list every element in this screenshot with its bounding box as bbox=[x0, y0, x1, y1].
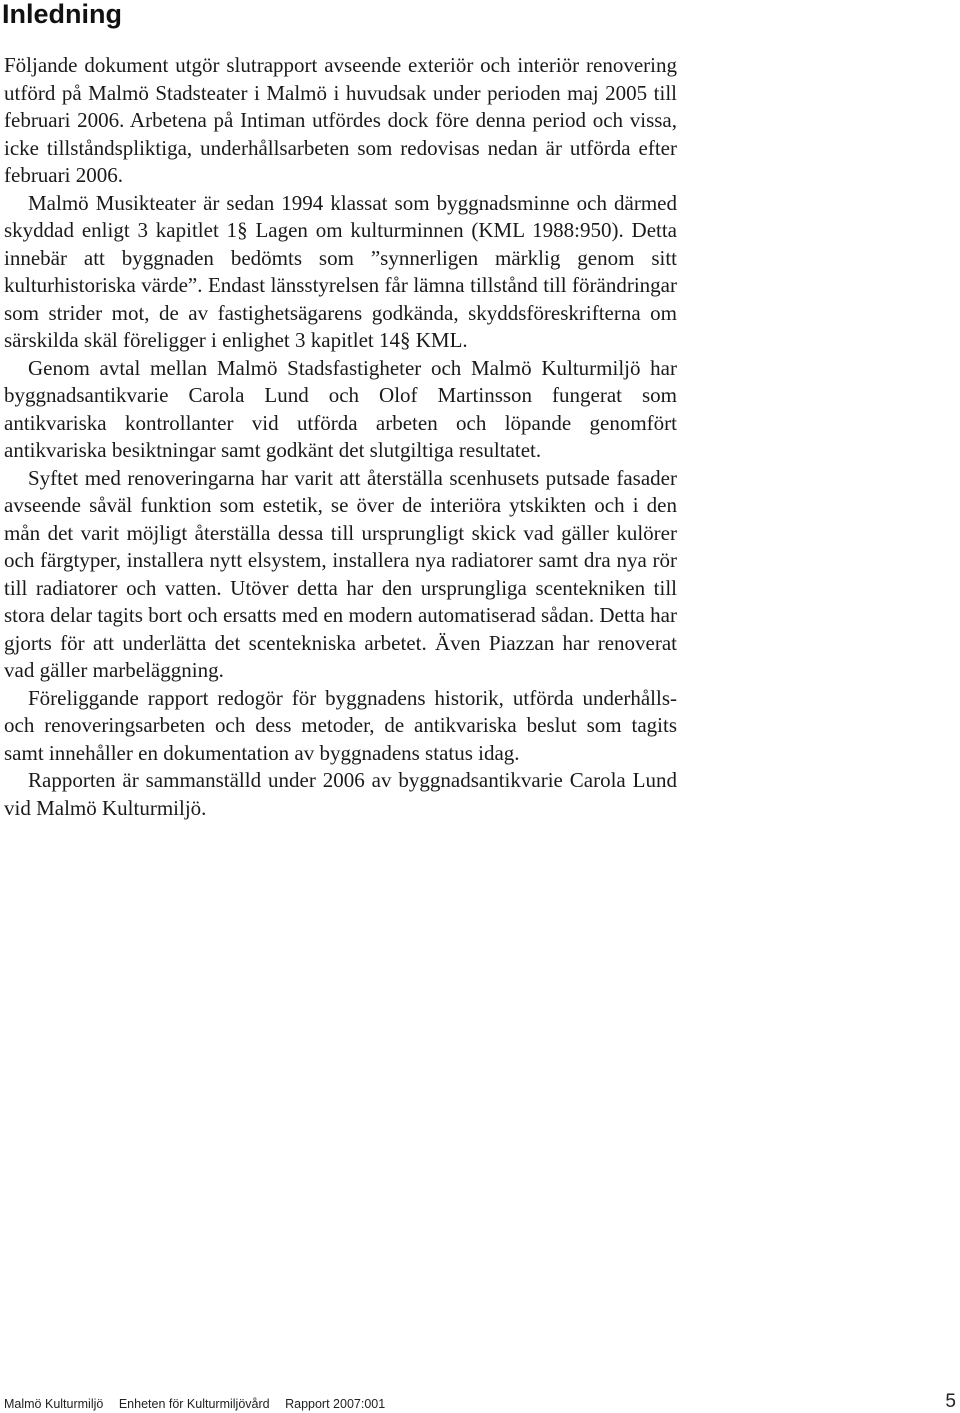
paragraph-rapportinnehall: Föreliggande rapport redogör för byggnadens historik, utförda underhålls- och renoveringsarbeten och dess metoder, de antikvariska beslut som tagits samt innehåller en dokumentation av byggnadens status idag. bbox=[4, 685, 677, 765]
footer-report-number: Rapport 2007:001 bbox=[285, 1397, 386, 1411]
paragraph-antikvarisk-kontroll: Genom avtal mellan Malmö Stadsfastigheter och Malmö Kulturmiljö har byggnadsantikvarie Carola Lund och Olof Martinsson fungerat som antikvariska kontrollanter vid utförda arbeten och löpande genomfört antikvariska besiktningar samt godkänt det slutgiltiga resultatet. bbox=[4, 355, 677, 462]
paragraph-byggnadsminne: Malmö Musikteater är sedan 1994 klassat som byggnadsminne och därmed skyddad enligt 3 kapitlet 1§ Lagen om kulturminnen (KML 1988:950). Detta innebär att byggnaden bedömts som ”synnerligen märklig genom sitt kulturhistoriska värde”. Endast länsstyrelsen får lämna tillstånd till förändringar som strider mot, de av fastighetsägarens godkända, skyddsföreskrifterna om särskilda skäl föreligger i enlighet 3 kapitlet 14§ KML. bbox=[4, 190, 677, 352]
footer-organization: Malmö Kulturmiljö bbox=[4, 1397, 104, 1411]
body-text bbox=[4, 52, 677, 822]
footer-info bbox=[4, 1397, 385, 1411]
paragraph-intro: Följande dokument utgör slutrapport avseende exteriör och interiör renovering utförd på Malmö Stadsteater i Malmö i huvudsak under perioden maj 2005 till februari 2006. Arbetena på Intiman utfördes dock före denna period och vissa, icke tillståndspliktiga, underhållsarbeten som redovisas nedan är utförda efter februari 2006. bbox=[4, 53, 677, 187]
paragraph-syfte: Syftet med renoveringarna har varit att återställa scenhusets putsade fasader avseende såväl funktion som estetik, se över de interiöra ytskikten och i den mån det varit möjligt återställa dessa till ursprungligt skick vad gäller kulörer och färgtyper, installera nytt elsystem, installera nya radiatorer samt dra nya rör till radiatorer och vatten. Utöver detta har den ursprungliga scentekniken till stora delar tagits bort och ersatts med en modern automatiserad sådan. Detta har gjorts för att underlätta det scentekniska arbetet. Även Piazzan har renoverat vad gäller marbeläggning. bbox=[4, 465, 677, 682]
page-title: Inledning bbox=[2, 0, 122, 29]
paragraph-forfattare: Rapporten är sammanställd under 2006 av byggnadsantikvarie Carola Lund vid Malmö Kulturmiljö. bbox=[4, 768, 677, 820]
footer-department: Enheten för Kulturmiljövård bbox=[118, 1397, 270, 1411]
page-footer bbox=[4, 1393, 956, 1413]
page-number: 5 bbox=[945, 1391, 956, 1412]
